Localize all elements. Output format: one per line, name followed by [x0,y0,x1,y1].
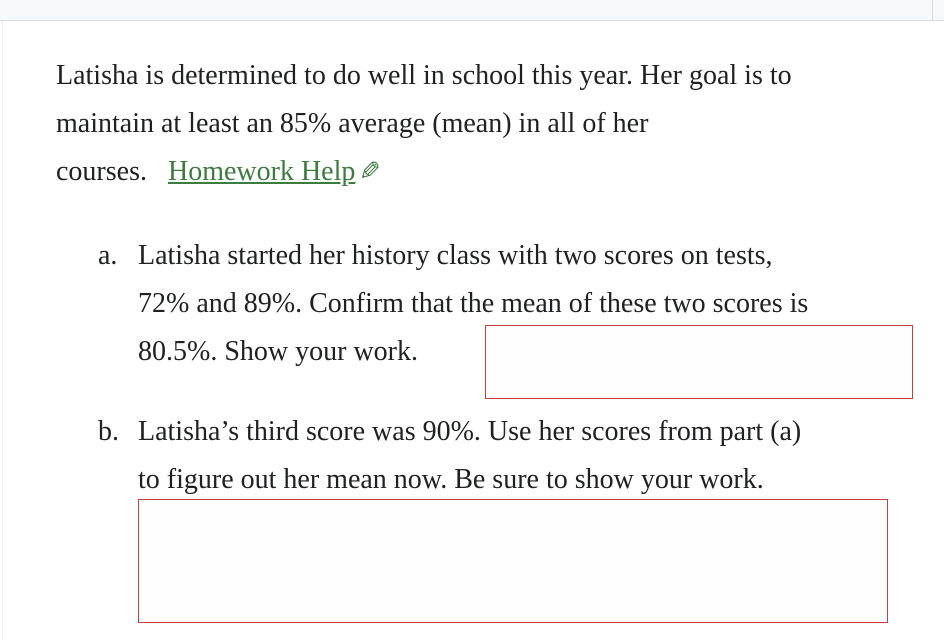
intro-line-text: courses. [56,156,147,187]
problem-b-line: to figure out her mean now. Be sure to show your work. [138,464,764,495]
intro-paragraph [56,52,944,196]
answer-box-b[interactable] [138,499,888,623]
pencil-icon: ✎ [359,157,382,187]
problem-item-a [98,232,944,376]
panel-left-edge [2,21,3,640]
problem-a-line: Latisha started her history class with two scores on tests, [138,240,773,271]
problem-b-line: Latisha’s third score was 90%. Use her scores from part (a) [138,416,802,447]
problem-item-b [98,408,944,623]
answer-box-a[interactable] [485,325,913,399]
intro-line [56,148,944,196]
top-bar-divider [932,0,933,20]
intro-line: Latisha is determined to do well in school this year. Her goal is to [56,60,792,91]
problem-a-line: 72% and 89%. Confirm that the mean of these two scores is [138,288,809,319]
intro-line: maintain at least an 85% average (mean) in all of her [56,108,649,139]
homework-help-link-label: Homework Help [167,156,356,187]
problem-list [56,232,944,623]
problem-a-marker: a. [98,240,118,271]
problem-content [0,21,944,623]
problem-a-line: 80.5%. Show your work. [138,336,418,367]
homework-help-link[interactable] [168,156,381,187]
problem-b-marker: b. [98,416,119,447]
lesson-page [0,21,944,640]
top-bar [0,0,944,21]
